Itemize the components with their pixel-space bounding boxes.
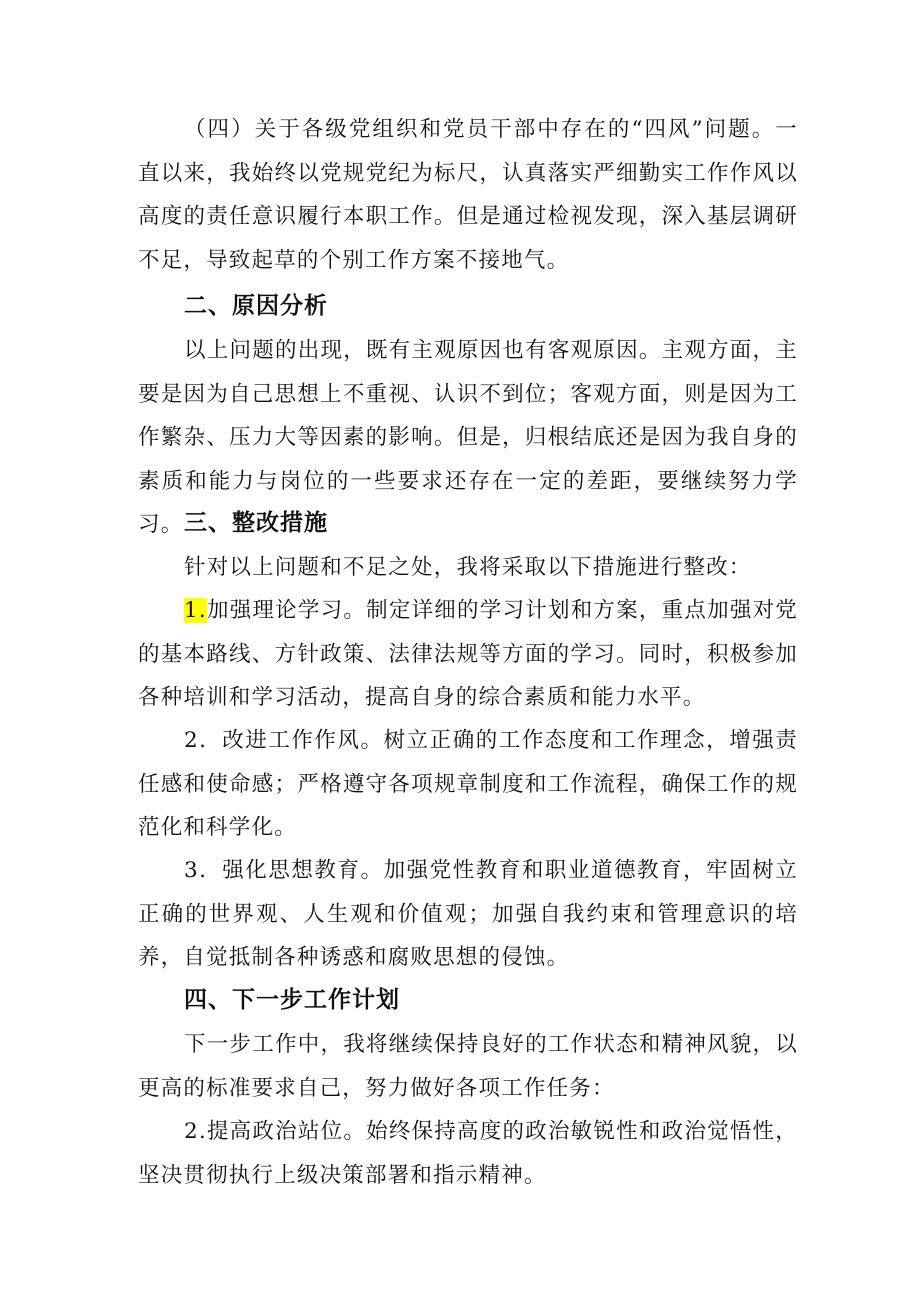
heading-next-step-plan: 四、下一步工作计划 (184, 987, 400, 1013)
highlighted-item-number: 1. (184, 598, 207, 623)
paragraph-four-winds-issue: （四）关于各级党组织和党员干部中存在的“四风”问题。一直以来，我始终以党规党纪为标尺，认真落实严细勤实工作作风以高度的责任意识履行本职工作。但是通过检视发现，深入基层调研不足，导致起草的个别工作方案不接地气。 (138, 117, 798, 273)
heading-rectification-measures: 三、整改措施 (184, 510, 328, 536)
list-item-theory-study (138, 589, 798, 720)
paragraph-rectification-intro: 针对以上问题和不足之处，我将采取以下措施进行整改： (184, 555, 752, 580)
paragraph-next-step-intro: 下一步工作中，我将继续保持良好的工作状态和精神风貌，以更高的标准要求自己，努力做好各项工作任务： (138, 1032, 798, 1101)
list-item-work-style: 2．改进工作作风。树立正确的工作态度和工作理念，增强责任感和使命感；严格遵守各项规章制度和工作流程，确保工作的规范化和科学化。 (138, 728, 798, 840)
paragraph-cause-analysis: 以上问题的出现，既有主观原因也有客观原因。主观方面，主要是因为自己思想上不重视、认识不到位；客观方面，则是因为工作繁杂、压力大等因素的影响。但是，归根结底还是因为我自身的素质和能力与岗位的一些要求还存在一定的差距，要继续努力学习。 (138, 338, 798, 537)
heading-cause-analysis: 二、原因分析 (184, 293, 328, 319)
list-item-theory-study-text: 加强理论学习。制定详细的学习计划和方案，重点加强对党的基本路线、方针政策、法律法规等方面的学习。同时，积极参加各种培训和学习活动，提高自身的综合素质和能力水平。 (138, 598, 798, 710)
list-item-ideological-education: 3．强化思想教育。加强党性教育和职业道德教育，牢固树立正确的世界观、人生观和价值观；加强自我约束和管理意识的培养，自觉抵制各种诱惑和腐败思想的侵蚀。 (138, 858, 798, 970)
list-item-political-standing: 2.提高政治站位。始终保持高度的政治敏锐性和政治觉悟性，坚决贯彻执行上级决策部署和指示精神。 (138, 1119, 798, 1188)
